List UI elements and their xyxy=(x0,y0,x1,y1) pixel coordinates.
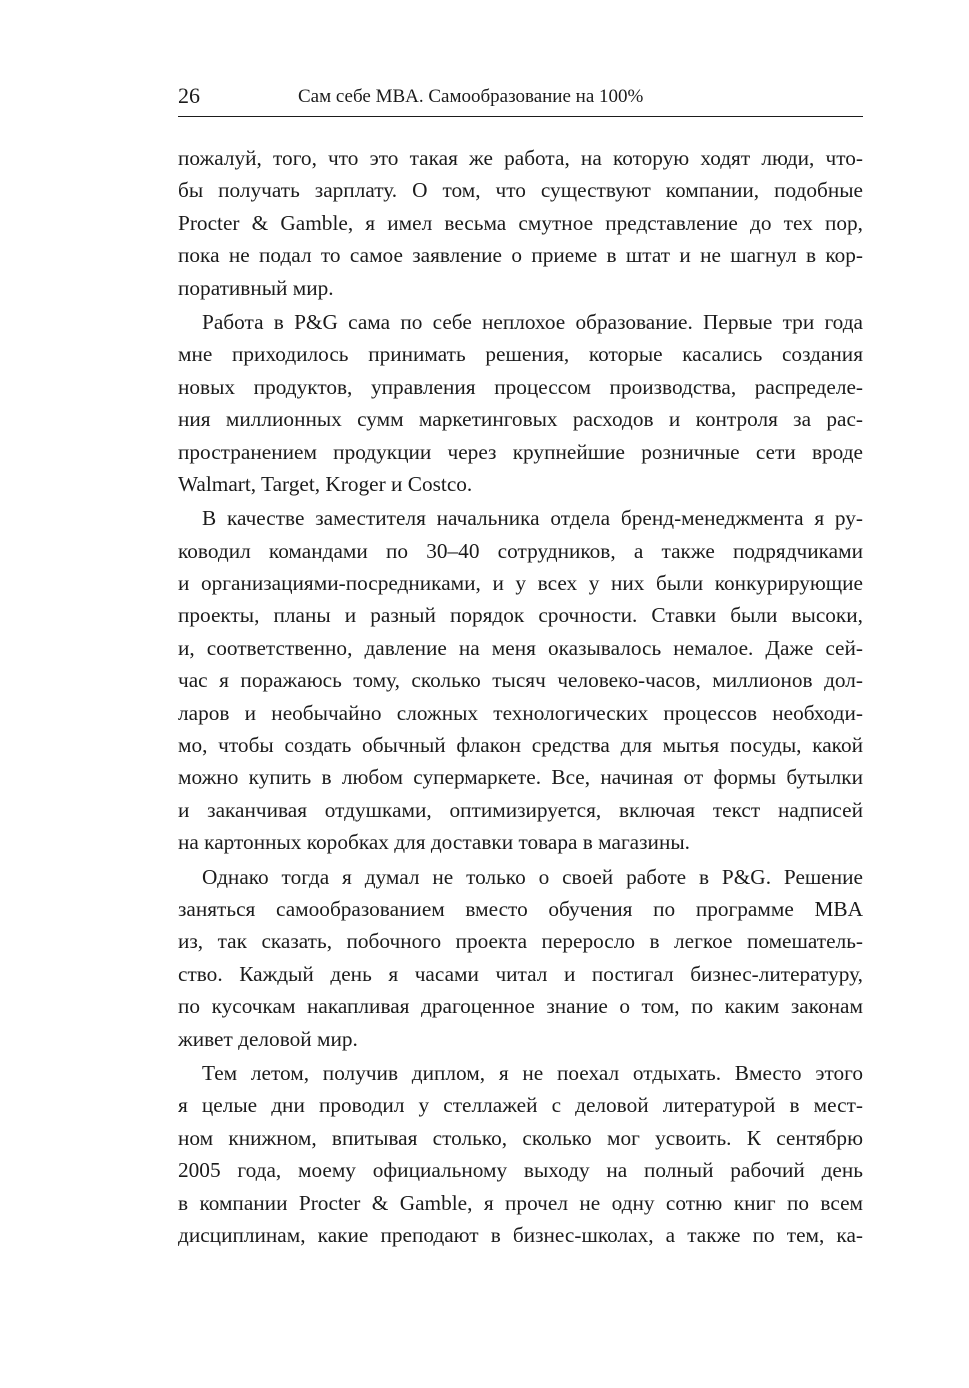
text-line: в компании Procter & Gamble, я прочел не одну сотню книг по всем xyxy=(178,1190,863,1215)
text-line: пожалуй, того, что это такая же работа, на которую ходят люди, что- xyxy=(178,146,863,170)
text-line: В качестве заместителя начальника отдела бренд-менеджмента я ру- xyxy=(202,506,863,531)
text-line: Однако тогда я думал не только о своей работе в P&G. Решение xyxy=(202,864,863,889)
paragraph xyxy=(178,1057,863,1251)
text-line: и заканчивая отдушками, оптимизируется, включая текст надписей xyxy=(178,797,863,822)
body-text xyxy=(178,142,863,1251)
text-line: проекты, планы и разный порядок срочности. Ставки были высоки, xyxy=(178,603,863,628)
text-line: новых продуктов, управления процессом производства, распределе- xyxy=(178,374,863,399)
text-line: мне приходилось принимать решения, которые касались создания xyxy=(178,342,863,367)
text-line: можно купить в любом супермаркете. Все, начиная от формы бутылки xyxy=(178,765,863,790)
paragraph xyxy=(178,861,863,1055)
text-line: час я поражаюсь тому, сколько тысяч человеко-часов, миллионов дол- xyxy=(178,668,863,693)
running-title: Сам себе MBA. Самообразование на 100% xyxy=(298,86,644,107)
header-rule xyxy=(178,116,863,117)
text-line: и организациями-посредниками, и у всех у них были конкурирующие xyxy=(178,571,863,596)
text-line: Procter & Gamble, я имел весьма смутное представление до тех пор, xyxy=(178,210,863,235)
text-line: дисциплинам, какие преподают в бизнес-школах, а также по тем, ка- xyxy=(178,1222,863,1247)
paragraph xyxy=(178,306,863,500)
text-line: мо, чтобы создать обычный флакон средства для мытья посуды, какой xyxy=(178,733,863,758)
text-line: ния миллионных сумм маркетинговых расходов и контроля за рас- xyxy=(178,407,863,432)
text-line: 2005 года, моему официальному выходу на полный рабочий день xyxy=(178,1158,863,1183)
page-number: 26 xyxy=(178,83,200,108)
text-line: заняться самообразованием вместо обучения по программе MBA xyxy=(178,896,863,921)
text-line: и, соответственно, давление на меня оказывалось немалое. Даже сей- xyxy=(178,635,863,660)
text-line: пространением продукции через крупнейшие розничные сети вроде xyxy=(178,439,863,464)
text-line: поративный мир. xyxy=(178,275,334,300)
text-line: Walmart, Target, Kroger и Costco. xyxy=(178,471,473,496)
text-line: Работа в P&G сама по себе неплохое образование. Первые три года xyxy=(202,309,863,334)
text-line: на картонных коробках для доставки товара в магазины. xyxy=(178,830,690,855)
text-line: живет деловой мир. xyxy=(178,1026,358,1051)
text-line: пока не подал то самое заявление о приеме в штат и не шагнул в кор- xyxy=(178,243,863,268)
paragraph xyxy=(178,142,863,304)
text-line: ство. Каждый день я часами читал и постигал бизнес-литературу, xyxy=(178,961,863,986)
text-line: бы получать зарплату. О том, что существуют компании, подобные xyxy=(178,178,863,203)
text-line: по кусочкам накапливая драгоценное знание о том, по каким законам xyxy=(178,994,863,1019)
text-line: ководил командами по 30–40 сотрудников, а также подрядчиками xyxy=(178,538,863,563)
text-line: Тем летом, получив диплом, я не поехал отдыхать. Вместо этого xyxy=(202,1060,863,1085)
text-line: ларов и необычайно сложных технологических процессов необходи- xyxy=(178,700,863,725)
running-head xyxy=(178,83,863,113)
text-line: ном книжном, впитывая столько, сколько мог усвоить. К сентябрю xyxy=(178,1125,863,1150)
text-line: я целые дни проводил у стеллажей с деловой литературой в мест- xyxy=(178,1093,863,1118)
paragraph xyxy=(178,502,863,858)
text-line: из, так сказать, побочного проекта переросло в легкое помешатель- xyxy=(178,929,863,954)
